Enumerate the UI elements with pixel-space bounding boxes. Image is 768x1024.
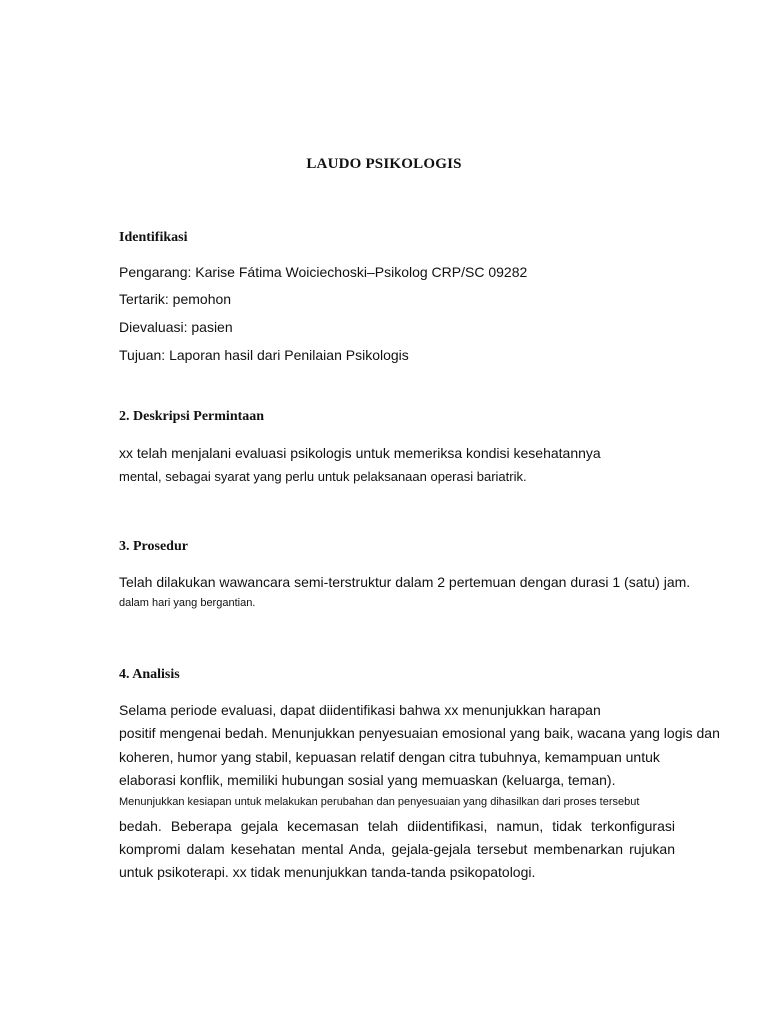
section-heading-identifikasi: Identifikasi [119, 230, 188, 245]
analisis-line: kompromi dalam kesehatan mental Anda, gejala-gejala tersebut membenarkan rujukan [119, 841, 675, 857]
analisis-line: positif mengenai bedah. Menunjukkan penyesuaian emosional yang baik, wacana yang logis dan [119, 725, 720, 741]
section-heading-deskripsi: 2. Deskripsi Permintaan [119, 409, 265, 424]
analisis-line: elaborasi konflik, memiliki hubungan sosial yang memuaskan (keluarga, teman). [119, 772, 616, 788]
deskripsi-line: xx telah menjalani evaluasi psikologis untuk memeriksa kondisi kesehatannya [119, 445, 601, 461]
prosedur-line: Telah dilakukan wawancara semi-terstruktur dalam 2 pertemuan dengan durasi 1 (satu) jam. [119, 574, 691, 590]
analisis-line: bedah. Beberapa gejala kecemasan telah diidentifikasi, namun, tidak terkonfigurasi [119, 818, 675, 834]
identifikasi-requester-line: Tertarik: pemohon [119, 291, 232, 307]
section-heading-analisis: 4. Analisis [119, 667, 180, 682]
analisis-line: Selama periode evaluasi, dapat diidentifikasi bahwa xx menunjukkan harapan [119, 702, 601, 718]
prosedur-line: dalam hari yang bergantian. [119, 597, 256, 609]
deskripsi-line: mental, sebagai syarat yang perlu untuk pelaksanaan operasi bariatrik. [119, 469, 527, 484]
document-title: LAUDO PSIKOLOGIS [306, 156, 462, 172]
identifikasi-evaluated-line: Dievaluasi: pasien [119, 319, 233, 335]
analisis-line: Menunjukkan kesiapan untuk melakukan perubahan dan penyesuaian yang dihasilkan dari proses tersebut [119, 796, 640, 808]
identifikasi-author-line: Pengarang: Karise Fátima Woiciechoski–Psikolog CRP/SC 09282 [119, 264, 528, 280]
analisis-line: untuk psikoterapi. xx tidak menunjukkan tanda-tanda psikopatologi. [119, 864, 536, 880]
analisis-line: koheren, humor yang stabil, kepuasan relatif dengan citra tubuhnya, kemampuan untuk [119, 749, 660, 765]
section-heading-prosedur: 3. Prosedur [119, 539, 188, 554]
identifikasi-purpose-line: Tujuan: Laporan hasil dari Penilaian Psikologis [119, 347, 409, 363]
